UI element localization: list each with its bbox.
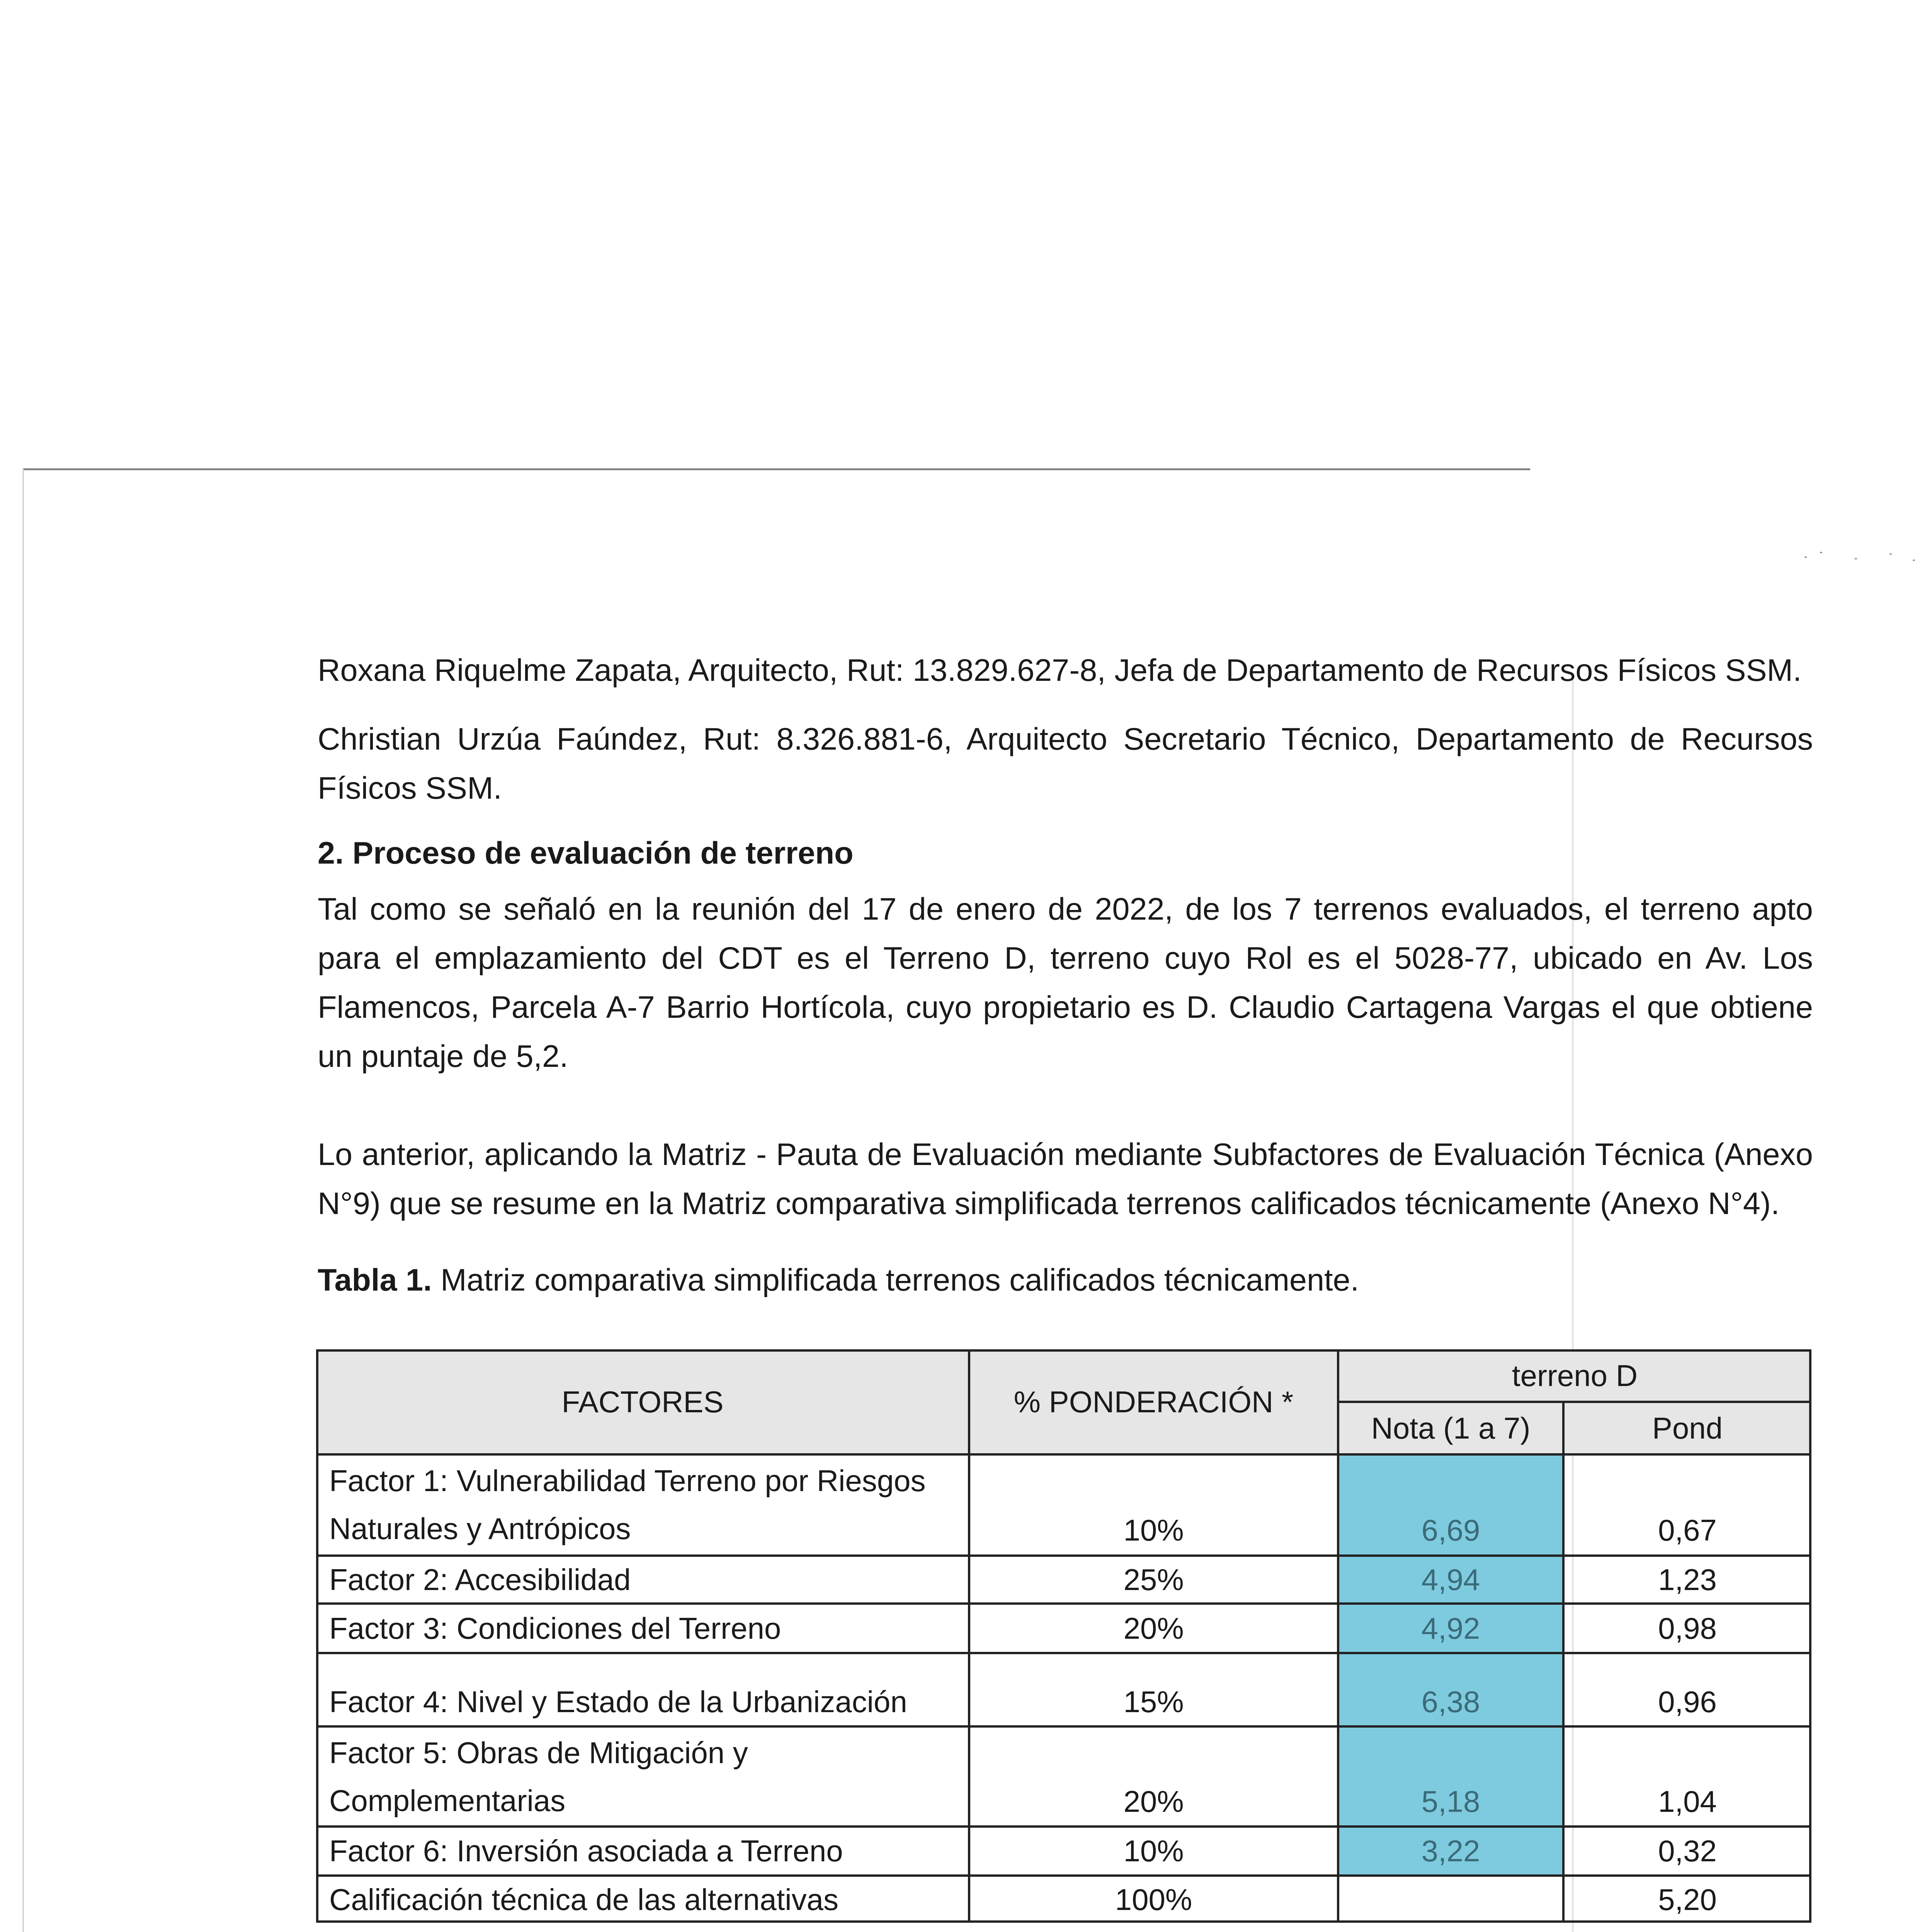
comparison-table [316, 1349, 1811, 1923]
scan-border-top [23, 468, 1530, 470]
table-row-pond-2: 1,23 [1658, 1563, 1717, 1597]
table-row-pond-5: 1,04 [1658, 1784, 1717, 1818]
table-row-nota-1: 6,69 [1421, 1513, 1480, 1547]
table-row-pond-3: 0,98 [1658, 1611, 1717, 1645]
table-row-ponderacion-2: 25% [1123, 1563, 1184, 1597]
table-caption-text: Matriz comparativa simplificada terrenos calificados técnicamente. [440, 1263, 1359, 1298]
header-terreno: terreno D [1512, 1359, 1638, 1393]
table-row-factor-4: Factor 4: Nivel y Estado de la Urbanización [329, 1685, 907, 1719]
table-row-ponderacion-6: 10% [1123, 1834, 1184, 1868]
table-row-pond-4: 0,96 [1658, 1685, 1717, 1719]
table-row-nota-4: 6,38 [1421, 1685, 1480, 1719]
table-row-nota-3: 4,92 [1421, 1611, 1480, 1645]
paragraph-evaluation-result: Tal como se señaló en la reunión del 17 de enero de 2022, de los 7 terrenos evaluados, el terreno apto para el emplazamiento del CDT es el Terreno D, terreno cuyo Rol es el 5028-77, ubicado en Av. Los Flamencos, Parcela A-7 Barrio Hortícola, cuyo propietario es D. Claudio Cartagena Vargas el que obtiene un puntaje de 5,2. [318, 892, 1813, 1074]
table-row-ponderacion-1: 10% [1123, 1513, 1184, 1547]
table-row-factor-1: Factor 1: Vulnerabilidad Terreno por Riesgos Naturales y Antrópicos [329, 1464, 926, 1546]
section-title: Proceso de evaluación de terreno [352, 836, 854, 871]
table-row-nota-2: 4,94 [1421, 1563, 1480, 1597]
header-pond: Pond [1652, 1411, 1723, 1445]
table-row-factor-2: Factor 2: Accesibilidad [329, 1563, 631, 1597]
table-row-factor-5: Factor 5: Obras de Mitigación y Complementarias [329, 1736, 748, 1818]
member-line-2: Christian Urzúa Faúndez, Rut: 8.326.881-6, Arquitecto Secretario Técnico, Departamento de Recursos Físicos SSM. [318, 722, 1813, 806]
table-row-ponderacion-5: 20% [1123, 1784, 1184, 1818]
table-caption-label: Tabla 1. [318, 1263, 432, 1298]
paragraph-matrix-reference: Lo anterior, aplicando la Matriz - Pauta de Evaluación mediante Subfactores de Evaluación Técnica (Anexo N°9) que se resume en la Matriz comparativa simplificada terrenos calificados técnicamente (Anexo N°4). [318, 1137, 1813, 1221]
header-ponderacion: % PONDERACIÓN * [1014, 1385, 1294, 1419]
section-number: 2. [318, 836, 344, 871]
table-row-pond-1: 0,67 [1658, 1513, 1717, 1547]
table-row-nota-6: 3,22 [1421, 1834, 1480, 1868]
table-caption [318, 1256, 1813, 1305]
table-row-ponderacion-4: 15% [1123, 1685, 1184, 1719]
scan-border-left [22, 469, 24, 1932]
header-nota: Nota (1 a 7) [1371, 1411, 1531, 1445]
table-row-factor-3: Factor 3: Condiciones del Terreno [329, 1611, 781, 1645]
table-row-ponderacion-3: 20% [1123, 1611, 1184, 1645]
table-row-factor-6: Factor 6: Inversión asociada a Terreno [329, 1834, 843, 1868]
table-row-pond-6: 0,32 [1658, 1834, 1717, 1868]
section-heading [318, 829, 1813, 878]
table-total-ponderacion: 100% [1115, 1883, 1192, 1917]
header-factores: FACTORES [561, 1385, 724, 1419]
table-total-pond: 5,20 [1658, 1883, 1717, 1917]
table-total-factor: Calificación técnica de las alternativas [329, 1883, 839, 1917]
scan-specks [1797, 545, 1932, 568]
table-row-nota-5: 5,18 [1421, 1784, 1480, 1818]
member-line-1: Roxana Riquelme Zapata, Arquitecto, Rut: 13.829.627-8, Jefa de Departamento de Recursos Físicos SSM. [318, 653, 1802, 688]
